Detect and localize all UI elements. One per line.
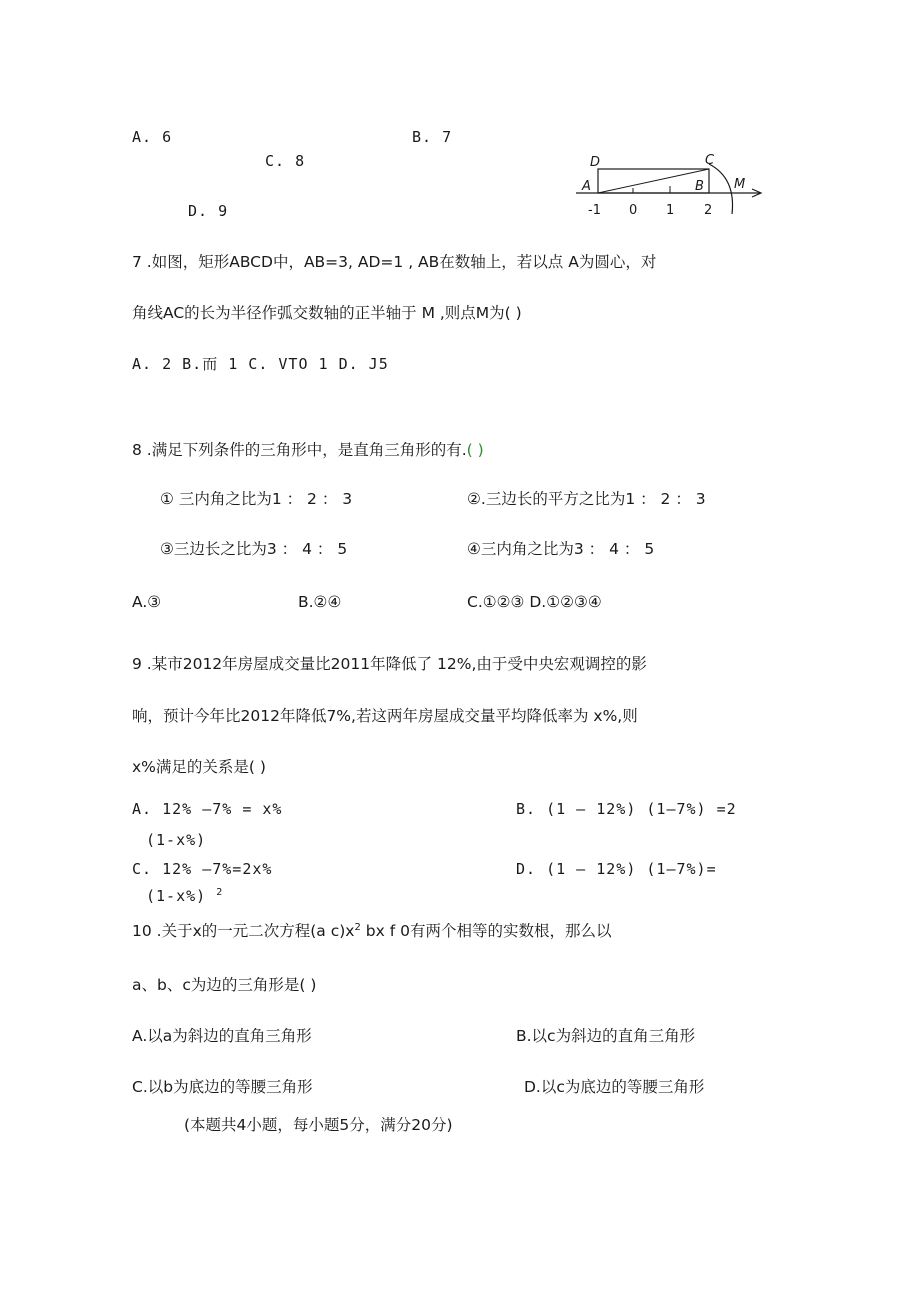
q9-option-b-continued: (1-x%)	[146, 831, 207, 849]
q6-option-c: C. 8	[265, 152, 306, 170]
q9-option-d-exponent: 2	[216, 887, 224, 898]
q10-option-a: A.以a为斜边的直角三角形	[132, 1027, 312, 1045]
q10-option-b: B.以c为斜边的直角三角形	[516, 1027, 696, 1045]
q9-stem-line3: x%满足的关系是( )	[132, 758, 266, 776]
label-d: D	[590, 155, 601, 170]
q9-stem-line2: 响，预计今年比2012年降低7%,若这两年房屋成交量平均降低率为 x%,则	[132, 707, 638, 725]
tick-label: 1	[666, 203, 675, 218]
q9-option-b: B. (1 — 12%) (1—7%) =2	[516, 800, 737, 818]
q6-option-d: D. 9	[188, 202, 229, 220]
q9-option-d: D. (1 — 12%) (1—7%)=	[516, 860, 717, 878]
q9-option-d-continued	[146, 886, 223, 906]
label-m: M	[734, 177, 746, 192]
q8-stem-text: 8 .满足下列条件的三角形中，是直角三角形的有.	[132, 441, 467, 459]
q9-option-c: C. 12% —7%=2x%	[132, 860, 273, 878]
q10-stem-part1: 10 .关于x的一元二次方程(a c)x	[132, 922, 355, 940]
q9-option-a: A. 12% —7% = x%	[132, 800, 283, 818]
q8-condition-3: ③三边长之比为3 ： 4 ： 5	[160, 540, 348, 558]
number-line-rectangle-figure	[574, 152, 768, 222]
q9-stem-line1: 9 .某市2012年房屋成交量比2011年降低了 12%,由于受中央宏观调控的影	[132, 655, 647, 673]
q10-stem-line1	[132, 921, 611, 941]
q10-stem-line2: a、b、c为边的三角形是( )	[132, 976, 317, 994]
q7-stem-line2: 角线AC的长为半径作弧交数轴的正半轴于 M ,则点M为( )	[132, 304, 522, 322]
q10-option-c: C.以b为底边的等腰三角形	[132, 1078, 313, 1096]
q7-stem-line1: 7 .如图，矩形ABCD中，AB=3, AD=1 , AB在数轴上，若以点 A为圆心，对	[132, 253, 657, 271]
q10-exponent: 2	[354, 921, 361, 933]
q8-stem	[132, 440, 484, 460]
section-scoring-note: (本题共4小题，每小题5分，满分20分)	[184, 1116, 453, 1134]
q8-option-cd: C.①②③ D.①②③④	[467, 593, 602, 611]
q8-condition-1: ① 三内角之比为1 ： 2 ： 3	[160, 490, 353, 508]
q9-option-d-expr: (1-x%)	[146, 887, 207, 905]
label-b: B	[695, 179, 704, 194]
tick-label: -1	[588, 203, 601, 218]
label-c: C	[705, 153, 715, 168]
label-a: A	[582, 179, 591, 194]
q8-option-b: B.②④	[298, 593, 342, 611]
q7-options: A. 2 B.而 1 C. VTO 1 D. J5	[132, 355, 389, 373]
q8-answer-paren: ( )	[466, 441, 484, 459]
tick-label: 2	[704, 203, 713, 218]
q10-stem-part2: bx f 0有两个相等的实数根，那么以	[360, 922, 612, 940]
tick-label: 0	[629, 203, 638, 218]
q6-option-b: B. 7	[412, 128, 453, 146]
q8-condition-2: ②.三边长的平方之比为1 ： 2 ： 3	[467, 490, 706, 508]
q6-option-a: A. 6	[132, 128, 173, 146]
q8-condition-4: ④三内角之比为3 ： 4 ： 5	[467, 540, 655, 558]
q10-option-d: D.以c为底边的等腰三角形	[524, 1078, 705, 1096]
q8-option-a: A.③	[132, 593, 162, 611]
